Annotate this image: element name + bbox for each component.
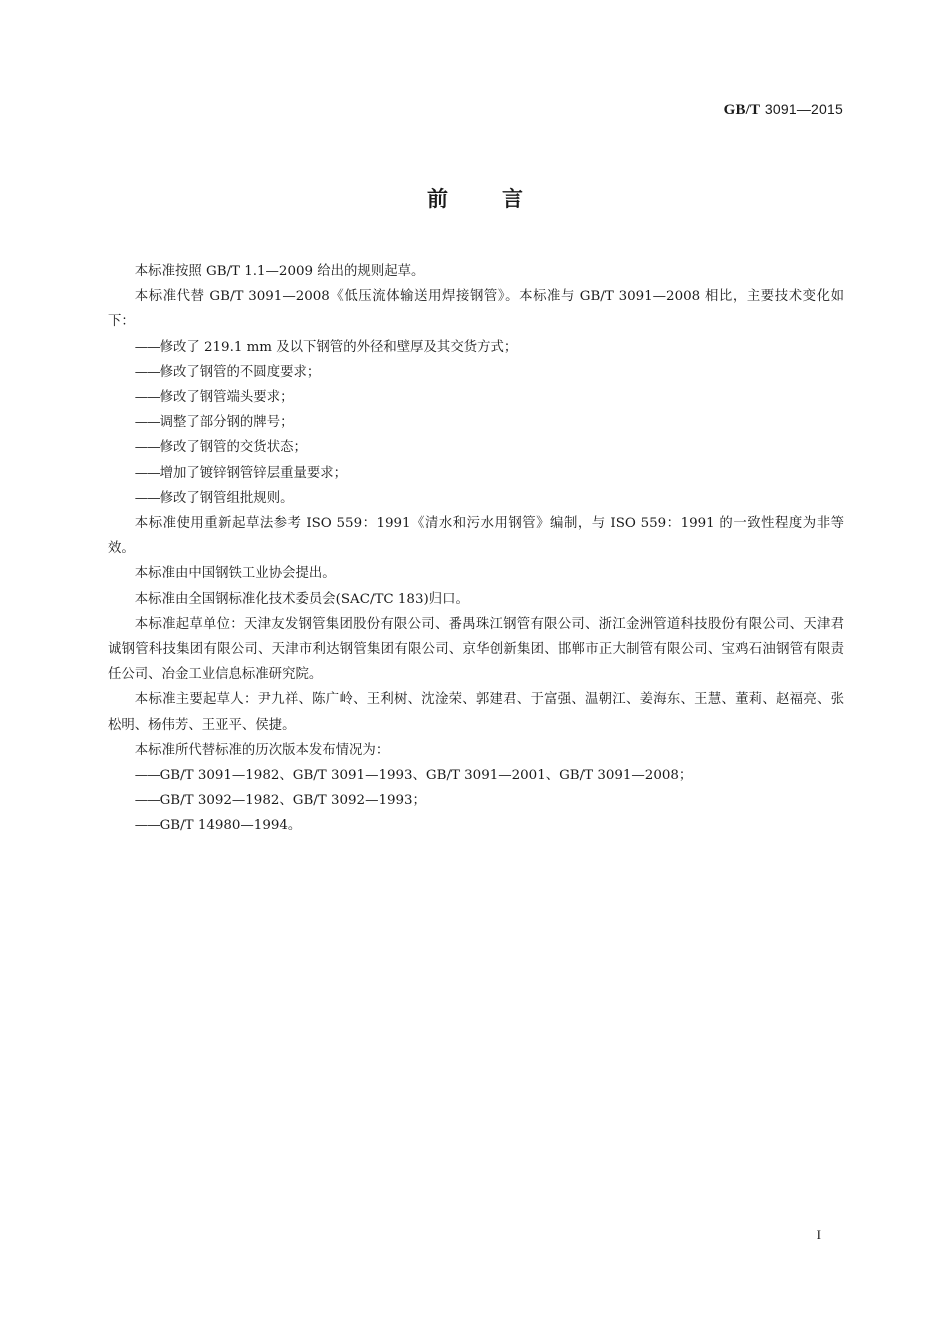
standard-prefix: GB/T	[723, 102, 761, 118]
paragraph-drafters: 本标准主要起草人：尹九祥、陈广岭、王利树、沈淦荣、郭建君、于富强、温朝江、姜海东、王慧、董莉、赵福亮、张松明、杨伟芳、王亚平、侯捷。	[108, 692, 844, 733]
dash-marker: ——	[134, 490, 160, 506]
dash-marker: ——	[134, 818, 160, 834]
standard-code-header	[724, 101, 843, 119]
history-item: ——GB/T 3092—1982、GB/T 3092—1993；	[134, 793, 426, 809]
paragraph-iso-reference: 本标准使用重新起草法参考 ISO 559：1991《清水和污水用钢管》编制，与 ISO 559：1991 的一致性程度为非等效。	[108, 516, 844, 557]
paragraph-replacement: 本标准代替 GB/T 3091—2008《低压流体输送用焊接钢管》。本标准与 GB/T 3091—2008 相比，主要技术变化如下：	[108, 289, 844, 330]
dash-marker: ——	[134, 364, 160, 380]
paragraph-history-intro: 本标准所代替标准的历次版本发布情况为：	[134, 742, 390, 758]
history-item: ——GB/T 3091—1982、GB/T 3091—1993、GB/T 3091—2001、GB/T 3091—2008；	[134, 768, 693, 784]
dash-marker: ——	[134, 339, 160, 355]
paragraph-drafting-units: 本标准起草单位：天津友发钢管集团股份有限公司、番禺珠江钢管有限公司、浙江金洲管道科技股份有限公司、天津君诚钢管科技集团有限公司、天津市利达钢管集团有限公司、京华创新集团、邯郸市正大制管有限公司、宝鸡石油钢管有限责任公司、冶金工业信息标准研究院。	[108, 616, 844, 683]
standard-number: 3091—2015	[764, 101, 843, 117]
history-item: ——GB/T 14980—1994。	[134, 818, 302, 834]
title-char-2: 言	[502, 187, 523, 211]
dash-marker: ——	[134, 390, 160, 406]
paragraph-drafting-rules: 本标准按照 GB/T 1.1—2009 给出的规则起草。	[134, 264, 425, 279]
page-number: I	[816, 1227, 821, 1242]
dash-marker: ——	[134, 415, 160, 431]
paragraph-committee: 本标准由全国钢标准化技术委员会(SAC/TC 183)归口。	[134, 591, 469, 607]
change-item: ——增加了镀锌钢管锌层重量要求；	[134, 465, 348, 481]
change-item: ——修改了钢管端头要求；	[134, 390, 294, 406]
change-item: ——修改了钢管的交货状态；	[134, 440, 307, 456]
change-item: ——修改了钢管的不圆度要求；	[134, 364, 321, 380]
dash-marker: ——	[134, 793, 160, 809]
change-item: ——调整了部分钢的牌号；	[134, 415, 294, 431]
change-item: ——修改了钢管组批规则。	[134, 490, 294, 506]
title-char-1: 前	[427, 187, 448, 211]
paragraph-proposer: 本标准由中国钢铁工业协会提出。	[134, 566, 336, 582]
page-title	[0, 183, 950, 213]
foreword-body	[108, 259, 844, 839]
dash-marker: ——	[134, 465, 160, 481]
dash-marker: ——	[134, 768, 160, 784]
change-item: ——修改了 219.1 mm 及以下钢管的外径和壁厚及其交货方式；	[134, 339, 518, 355]
dash-marker: ——	[134, 440, 160, 456]
